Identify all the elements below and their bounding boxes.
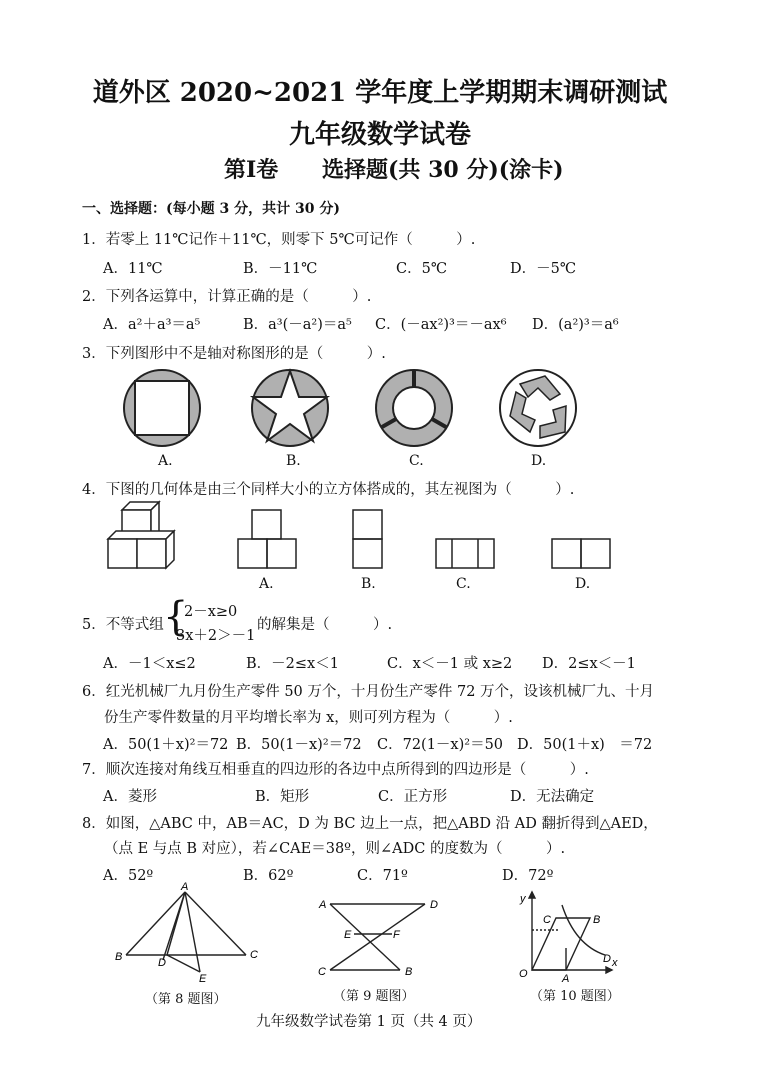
figure-10 bbox=[529, 892, 612, 973]
q6-option-a: A．50(1＋x)²＝72 bbox=[103, 737, 229, 753]
q1-option-c: C．5℃ bbox=[396, 261, 448, 277]
q3-label-c: C. bbox=[409, 453, 424, 469]
q4-label-b: B. bbox=[361, 576, 376, 592]
q5-prefix: 5．不等式组 bbox=[82, 617, 164, 633]
q7-option-b: B．矩形 bbox=[255, 789, 310, 805]
q5-inequality-1: 2－x≥0 bbox=[184, 604, 238, 620]
q4-label-a: A. bbox=[259, 576, 274, 592]
q3-label-a: A. bbox=[158, 453, 173, 469]
q8-option-d: D．72º bbox=[502, 868, 554, 884]
q2-option-c: C．(－ax²)³＝－ax⁶ bbox=[375, 317, 507, 333]
q5-brace: { bbox=[163, 594, 189, 640]
fig9-point-a: A bbox=[319, 899, 327, 911]
q2-stem: 2．下列各运算中，计算正确的是（ ）. bbox=[82, 289, 372, 305]
fig9-point-b: B bbox=[405, 966, 413, 978]
fig10-point-c: C bbox=[543, 914, 551, 926]
part-label: 第Ⅰ卷 bbox=[224, 157, 279, 183]
q4-label-c: C. bbox=[456, 576, 471, 592]
part-description: 选择题(共 30 分)(涂卡) bbox=[322, 157, 564, 183]
q6-option-c: C．72(1－x)²＝50 bbox=[377, 737, 504, 753]
q5-option-d: D．2≤x＜－1 bbox=[542, 656, 636, 672]
fig8-point-e: E bbox=[199, 973, 207, 985]
q8-stem-line2: （点 E 与点 B 对应），若∠CAE＝38º，则∠ADC 的度数为（ ）. bbox=[104, 841, 566, 857]
fig8-point-d: D bbox=[158, 957, 166, 969]
fig10-axis-x: x bbox=[612, 957, 618, 969]
exam-subtitle: 九年级数学试卷 bbox=[288, 120, 471, 150]
q8-option-c: C．71º bbox=[357, 868, 408, 884]
section-heading: 一、选择题：(每小题 3 分，共计 30 分) bbox=[82, 201, 340, 217]
q1-stem: 1．若零上 11℃记作＋11℃，则零下 5℃可记作（ ）. bbox=[82, 232, 476, 248]
q5-option-a: A．－1＜x≤2 bbox=[103, 656, 196, 672]
q6-option-b: B．50(1－x)²＝72 bbox=[236, 737, 362, 753]
q5-inequality-2: 3x＋2＞－1 bbox=[176, 628, 256, 644]
fig10-point-d: D bbox=[603, 953, 611, 965]
q7-stem: 7．顺次连接对角线互相垂直的四边形的各边中点所得到的四边形是（ ）. bbox=[82, 762, 589, 778]
fig10-origin-o: O bbox=[519, 968, 528, 980]
q6-option-d: D．50(1＋x) ＝72 bbox=[517, 737, 653, 753]
q1-option-b: B．－11℃ bbox=[243, 261, 318, 277]
q6-stem-line2: 份生产零件数量的月平均增长率为 x，则可列方程为（ ）. bbox=[104, 710, 513, 726]
exam-title: 道外区 2020~2021 学年度上学期期末调研测试 bbox=[92, 78, 668, 108]
q8-stem-line1: 8．如图，△ABC 中，AB＝AC，D 为 BC 边上一点，把△ABD 沿 AD 翻折得到△AED， bbox=[82, 816, 658, 832]
fig10-point-b: B bbox=[593, 914, 601, 926]
fig9-point-c: C bbox=[318, 966, 326, 978]
q3-label-b: B. bbox=[286, 453, 301, 469]
figure-8 bbox=[126, 892, 246, 972]
q4-label-d: D. bbox=[575, 576, 591, 592]
q7-option-d: D．无法确定 bbox=[510, 789, 595, 805]
q1-option-a: A．11℃ bbox=[103, 261, 163, 277]
figure-8-caption: （第 8 题图） bbox=[145, 992, 227, 1007]
figure-9-caption: （第 9 题图） bbox=[333, 989, 415, 1004]
q8-option-a: A．52º bbox=[103, 868, 154, 884]
q7-option-c: C．正方形 bbox=[378, 789, 448, 805]
fig8-point-b: B bbox=[115, 951, 123, 963]
fig8-point-c: C bbox=[250, 949, 258, 961]
fig8-point-a: A bbox=[181, 881, 189, 893]
q6-stem-line1: 6．红光机械厂九月份生产零件 50 万个，十月份生产零件 72 万个，设该机械厂九、十月 bbox=[82, 684, 655, 700]
q3-stem: 3．下列图形中不是轴对称图形的是（ ）. bbox=[82, 346, 386, 362]
q2-option-a: A．a²＋a³＝a⁵ bbox=[103, 317, 201, 333]
fig10-point-a: A bbox=[562, 973, 570, 985]
q3-label-d: D. bbox=[531, 453, 547, 469]
q4-stem: 4．下图的几何体是由三个同样大小的立方体搭成的，其左视图为（ ）. bbox=[82, 482, 575, 498]
q5-suffix: 的解集是（ ）. bbox=[257, 617, 393, 633]
figure-10-caption: （第 10 题图） bbox=[530, 989, 620, 1004]
fig10-axis-y: y bbox=[520, 893, 526, 905]
page-footer: 九年级数学试卷第 1 页（共 4 页） bbox=[256, 1014, 482, 1030]
fig9-point-d: D bbox=[430, 899, 438, 911]
q5-option-b: B．－2≤x＜1 bbox=[246, 656, 339, 672]
q8-option-b: B．62º bbox=[243, 868, 294, 884]
fig9-point-e: E bbox=[344, 929, 352, 941]
q1-option-d: D．－5℃ bbox=[510, 261, 577, 277]
q7-option-a: A．菱形 bbox=[103, 789, 157, 805]
fig9-point-f: F bbox=[393, 929, 400, 941]
q5-option-c: C．x＜－1 或 x≥2 bbox=[387, 656, 513, 672]
q2-option-b: B．a³(－a²)＝a⁵ bbox=[243, 317, 352, 333]
q2-option-d: D．(a²)³＝a⁶ bbox=[532, 317, 619, 333]
